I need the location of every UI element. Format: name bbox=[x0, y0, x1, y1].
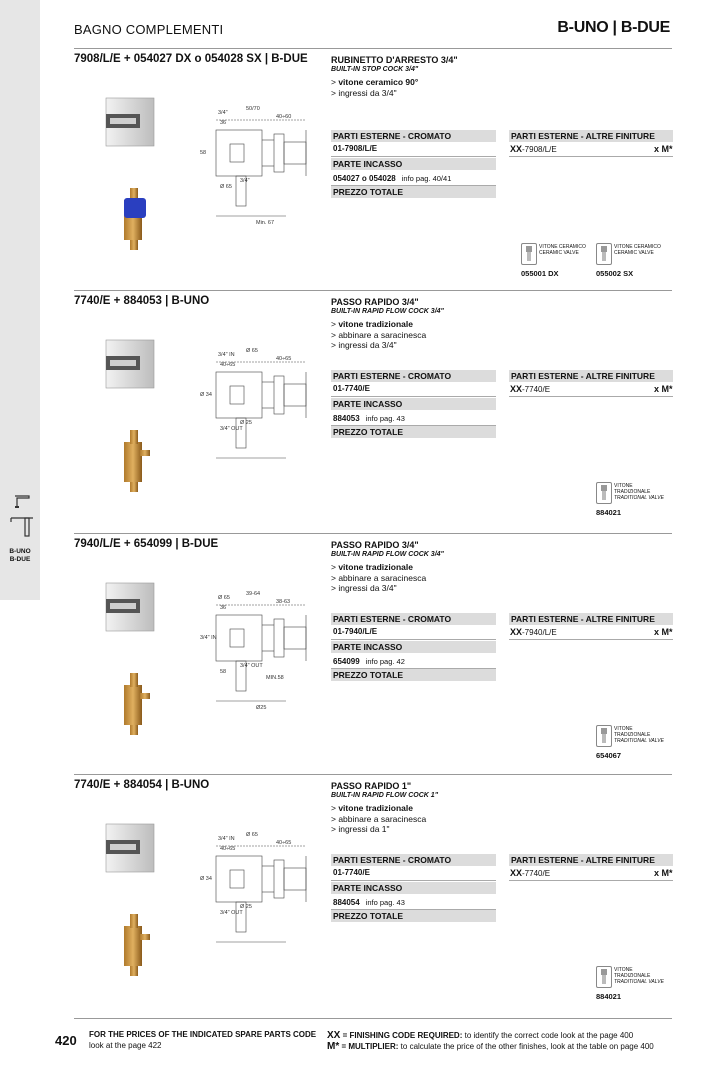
feature-text: vitone tradizionale bbox=[338, 562, 413, 572]
other-finishes-header: PARTI ESTERNE - ALTRE FINITURE bbox=[509, 613, 673, 625]
recessed-info: info pag. 43 bbox=[365, 898, 405, 907]
dimension-label: 58 bbox=[220, 669, 227, 675]
valve-line: VITONE CERAMICO bbox=[539, 244, 586, 250]
brand-title: B-UNO | B-DUE bbox=[557, 19, 670, 36]
page-number: 420 bbox=[55, 1033, 77, 1048]
finish-code bbox=[510, 143, 557, 156]
recessed-header: PARTE INCASSO bbox=[331, 398, 496, 410]
valve-line: VITONE bbox=[614, 726, 633, 732]
feature-text: ingressi da 3/4" bbox=[338, 340, 397, 350]
legend-xx bbox=[327, 1030, 654, 1041]
dimension-label: 3/4" IN bbox=[200, 635, 217, 641]
table-divider bbox=[509, 396, 673, 397]
valve-icon bbox=[596, 725, 612, 747]
feature-list bbox=[331, 562, 426, 594]
spare-parts-note bbox=[89, 1030, 316, 1051]
technical-drawing bbox=[196, 575, 326, 725]
recessed-row bbox=[333, 897, 405, 909]
product-subtitle: BUILT-IN STOP COCK 3/4" bbox=[331, 66, 419, 73]
table-divider bbox=[331, 880, 496, 881]
finish-code-suffix: -7740/E bbox=[522, 869, 551, 878]
legend-m-label: = MULTIPLIER: bbox=[341, 1042, 399, 1051]
spare-parts-line1: FOR THE PRICES OF THE INDICATED SPARE PARTS CODE bbox=[89, 1030, 317, 1039]
multiplier: x M* bbox=[654, 868, 673, 878]
chrome-header: PARTI ESTERNE - CROMATO bbox=[331, 613, 496, 625]
valve-icon bbox=[596, 482, 612, 504]
feature-list bbox=[331, 77, 418, 98]
feature-text: vitone tradizionale bbox=[338, 319, 413, 329]
valve-code: 884021 bbox=[596, 992, 622, 1001]
feature-item: > vitone tradizionale bbox=[331, 319, 413, 329]
valve-glyph-icon bbox=[597, 726, 611, 746]
spare-parts-line2: look at the page 422 bbox=[89, 1040, 162, 1050]
dimension-label: MIN.58 bbox=[266, 675, 284, 681]
valve-line: TRADITIONAL VALVE bbox=[614, 738, 664, 744]
dimension-label: 36 bbox=[220, 605, 227, 611]
legend-xx-text: to identify the correct code look at the page 400 bbox=[464, 1031, 634, 1040]
chrome-code: 01-7740/E bbox=[333, 868, 370, 877]
dimension-label: 3/4" IN bbox=[218, 352, 235, 358]
dimension-label: Ø 65 bbox=[246, 348, 258, 354]
other-finishes-header: PARTI ESTERNE - ALTRE FINITURE bbox=[509, 130, 673, 142]
valve-code: 055001 DX bbox=[521, 269, 559, 278]
feature-text: vitone tradizionale bbox=[338, 803, 413, 813]
valve-description bbox=[614, 967, 664, 985]
recessed-info: info pag. 40/41 bbox=[401, 174, 452, 183]
legend-m-key: M* bbox=[327, 1041, 340, 1052]
dimension-label: 3/4" OUT bbox=[220, 426, 243, 432]
valve-line: CERAMIC VALVE bbox=[614, 250, 654, 256]
product-name: RUBINETTO D'ARRESTO 3/4" bbox=[331, 55, 458, 65]
legend-xx-key: XX bbox=[327, 1030, 341, 1041]
feature-item: > vitone tradizionale bbox=[331, 803, 413, 813]
feature-item: > ingressi da 1" bbox=[331, 824, 390, 834]
product-name: PASSO RAPIDO 3/4" bbox=[331, 540, 419, 550]
section-divider bbox=[74, 533, 672, 534]
dimension-label: 3/4" bbox=[240, 178, 250, 184]
dimension-label: 3/4" IN bbox=[218, 836, 235, 842]
legend-m-text: to calculate the price of the other finishes, look at the table on page 400 bbox=[400, 1042, 654, 1051]
recessed-code: 884053 bbox=[333, 414, 360, 423]
recessed-row bbox=[333, 173, 451, 185]
valve-description bbox=[614, 244, 661, 256]
finish-code-prefix: XX bbox=[510, 868, 523, 878]
table-divider bbox=[331, 156, 496, 157]
product-photo bbox=[96, 332, 156, 512]
table-divider bbox=[509, 156, 673, 157]
dimension-label: 39-64 bbox=[246, 591, 261, 597]
feature-item: > ingressi da 3/4" bbox=[331, 583, 397, 593]
total-header: PREZZO TOTALE bbox=[331, 669, 496, 681]
recessed-code: 054027 o 054028 bbox=[333, 174, 396, 183]
table-divider bbox=[331, 396, 496, 397]
product-name: PASSO RAPIDO 3/4" bbox=[331, 297, 419, 307]
chrome-header: PARTI ESTERNE - CROMATO bbox=[331, 370, 496, 382]
dimension-label: Ø 34 bbox=[200, 392, 212, 398]
dimension-label: Min. 67 bbox=[256, 220, 275, 226]
product-code-title: 7740/E + 884054 | B-UNO bbox=[74, 779, 210, 791]
product-photo bbox=[96, 90, 156, 270]
sidebar-label-line2: B-DUE bbox=[9, 556, 31, 563]
valve-line: VITONE bbox=[614, 967, 633, 973]
dimension-label: 3/4" bbox=[218, 110, 228, 116]
valve-description bbox=[539, 244, 586, 256]
valve-icon bbox=[596, 243, 612, 265]
table-divider bbox=[331, 639, 496, 640]
valve-line: TRADIZIONALE bbox=[614, 732, 651, 738]
dimension-label: 40÷65 bbox=[220, 362, 236, 368]
product-photo bbox=[96, 575, 156, 755]
feature-text: ingressi da 1" bbox=[338, 824, 390, 834]
chrome-code: 01-7940/L/E bbox=[333, 627, 378, 636]
dimension-label: 3/4" OUT bbox=[240, 663, 263, 669]
recessed-row bbox=[333, 656, 405, 668]
valve-glyph-icon bbox=[597, 244, 611, 264]
recessed-info: info pag. 42 bbox=[365, 657, 405, 666]
dimension-label: Ø 34 bbox=[200, 876, 212, 882]
valve-line: VITONE CERAMICO bbox=[614, 244, 661, 250]
product-name: PASSO RAPIDO 1" bbox=[331, 781, 412, 791]
other-finishes-header: PARTI ESTERNE - ALTRE FINITURE bbox=[509, 854, 673, 866]
footer-divider bbox=[74, 1018, 672, 1019]
feature-item: > ingressi da 3/4" bbox=[331, 340, 397, 350]
sidebar-label bbox=[0, 548, 40, 564]
section-divider bbox=[74, 774, 672, 775]
legend-note bbox=[327, 1030, 654, 1052]
multiplier: x M* bbox=[654, 384, 673, 394]
feature-item: > abbinare a saracinesca bbox=[331, 813, 427, 824]
feature-item: > ingressi da 3/4" bbox=[331, 87, 397, 98]
header-divider bbox=[74, 48, 672, 49]
feature-text: ingressi da 3/4" bbox=[338, 583, 397, 593]
valve-icon bbox=[596, 966, 612, 988]
finish-code-suffix: -7940/L/E bbox=[522, 628, 557, 637]
dimension-label: 40÷65 bbox=[276, 840, 292, 846]
recessed-info: info pag. 43 bbox=[365, 414, 405, 423]
total-header: PREZZO TOTALE bbox=[331, 186, 496, 198]
section-divider bbox=[74, 290, 672, 291]
finish-code-prefix: XX bbox=[510, 627, 523, 637]
category-title: BAGNO COMPLEMENTI bbox=[74, 22, 224, 37]
multiplier: x M* bbox=[654, 627, 673, 637]
finish-code-suffix: -7740/E bbox=[522, 385, 551, 394]
feature-text: abbinare a saracinesca bbox=[338, 813, 427, 824]
valve-glyph-icon bbox=[597, 967, 611, 987]
legend-m bbox=[327, 1041, 654, 1052]
chrome-code: 01-7908/L/E bbox=[333, 144, 378, 153]
table-divider bbox=[509, 639, 673, 640]
valve-line: TRADIZIONALE bbox=[614, 973, 651, 979]
valve-description bbox=[614, 483, 664, 501]
dimension-label: 40÷65 bbox=[220, 846, 236, 852]
feature-list bbox=[331, 319, 426, 351]
dimension-label: Ø 65 bbox=[220, 184, 232, 190]
total-header: PREZZO TOTALE bbox=[331, 910, 496, 922]
valve-line: TRADITIONAL VALVE bbox=[614, 495, 664, 501]
chrome-code: 01-7740/E bbox=[333, 384, 370, 393]
dimension-label: 40÷65 bbox=[276, 356, 292, 362]
valve-code: 884021 bbox=[596, 508, 622, 517]
valve-code: 654067 bbox=[596, 751, 622, 760]
feature-text: ingressi da 3/4" bbox=[338, 87, 397, 98]
finish-code-prefix: XX bbox=[510, 144, 523, 154]
dimension-label: 40÷60 bbox=[276, 114, 292, 120]
dimension-label: Ø 25 bbox=[240, 420, 252, 426]
technical-drawing bbox=[196, 332, 326, 482]
feature-text: abbinare a saracinesca bbox=[338, 572, 427, 583]
recessed-header: PARTE INCASSO bbox=[331, 158, 496, 170]
dimension-label: Ø25 bbox=[256, 705, 267, 711]
multiplier: x M* bbox=[654, 144, 673, 154]
product-photo bbox=[96, 816, 156, 996]
dimension-label: 3/4" OUT bbox=[220, 910, 243, 916]
dimension-label: Ø 65 bbox=[246, 832, 258, 838]
dimension-label: 36 bbox=[220, 120, 227, 126]
finish-code-prefix: XX bbox=[510, 384, 523, 394]
valve-line: VITONE bbox=[614, 483, 633, 489]
finish-code bbox=[510, 867, 550, 880]
technical-drawing bbox=[196, 90, 326, 240]
recessed-header: PARTE INCASSO bbox=[331, 641, 496, 653]
product-code-title: 7740/E + 884053 | B-UNO bbox=[74, 295, 210, 307]
feature-item: > abbinare a saracinesca bbox=[331, 329, 427, 340]
dimension-label: Ø 65 bbox=[218, 595, 230, 601]
recessed-row bbox=[333, 413, 405, 425]
recessed-header: PARTE INCASSO bbox=[331, 882, 496, 894]
finish-code bbox=[510, 383, 550, 396]
product-subtitle: BUILT-IN RAPID FLOW COCK 3/4" bbox=[331, 308, 444, 315]
chrome-header: PARTI ESTERNE - CROMATO bbox=[331, 854, 496, 866]
sidebar-label-line1: B-UNO bbox=[9, 548, 31, 555]
product-subtitle: BUILT-IN RAPID FLOW COCK 1" bbox=[331, 792, 439, 799]
feature-text: vitone ceramico 90° bbox=[338, 77, 419, 87]
other-finishes-header: PARTI ESTERNE - ALTRE FINITURE bbox=[509, 370, 673, 382]
feature-item: > abbinare a saracinesca bbox=[331, 572, 427, 583]
valve-line: TRADIZIONALE bbox=[614, 489, 651, 495]
finish-code bbox=[510, 626, 557, 639]
valve-line: CERAMIC VALVE bbox=[539, 250, 579, 256]
valve-icon bbox=[521, 243, 537, 265]
chrome-header: PARTI ESTERNE - CROMATO bbox=[331, 130, 496, 142]
product-subtitle: BUILT-IN RAPID FLOW COCK 3/4" bbox=[331, 551, 444, 558]
total-header: PREZZO TOTALE bbox=[331, 426, 496, 438]
feature-list bbox=[331, 803, 426, 835]
feature-text: abbinare a saracinesca bbox=[338, 329, 427, 340]
valve-code: 055002 SX bbox=[596, 269, 634, 278]
recessed-code: 654099 bbox=[333, 657, 360, 666]
dimension-label: 50/70 bbox=[246, 106, 260, 112]
product-code-title: 7940/L/E + 654099 | B-DUE bbox=[74, 538, 219, 550]
product-code-title: 7908/L/E + 054027 DX o 054028 SX | B-DUE bbox=[74, 53, 308, 65]
table-divider bbox=[509, 880, 673, 881]
dimension-label: 38-63 bbox=[276, 599, 291, 605]
valve-glyph-icon bbox=[597, 483, 611, 503]
faucet-icon bbox=[7, 492, 35, 540]
valve-glyph-icon bbox=[522, 244, 536, 264]
dimension-label: 58 bbox=[200, 150, 207, 156]
legend-xx-label: = FINISHING CODE REQUIRED: bbox=[342, 1031, 463, 1040]
valve-line: TRADITIONAL VALVE bbox=[614, 979, 664, 985]
feature-item: > vitone tradizionale bbox=[331, 562, 413, 572]
recessed-code: 884054 bbox=[333, 898, 360, 907]
finish-code-suffix: -7908/L/E bbox=[522, 145, 557, 154]
dimension-label: Ø 25 bbox=[240, 904, 252, 910]
technical-drawing bbox=[196, 816, 326, 966]
valve-description bbox=[614, 726, 664, 744]
feature-item: > vitone ceramico 90° bbox=[331, 77, 419, 87]
